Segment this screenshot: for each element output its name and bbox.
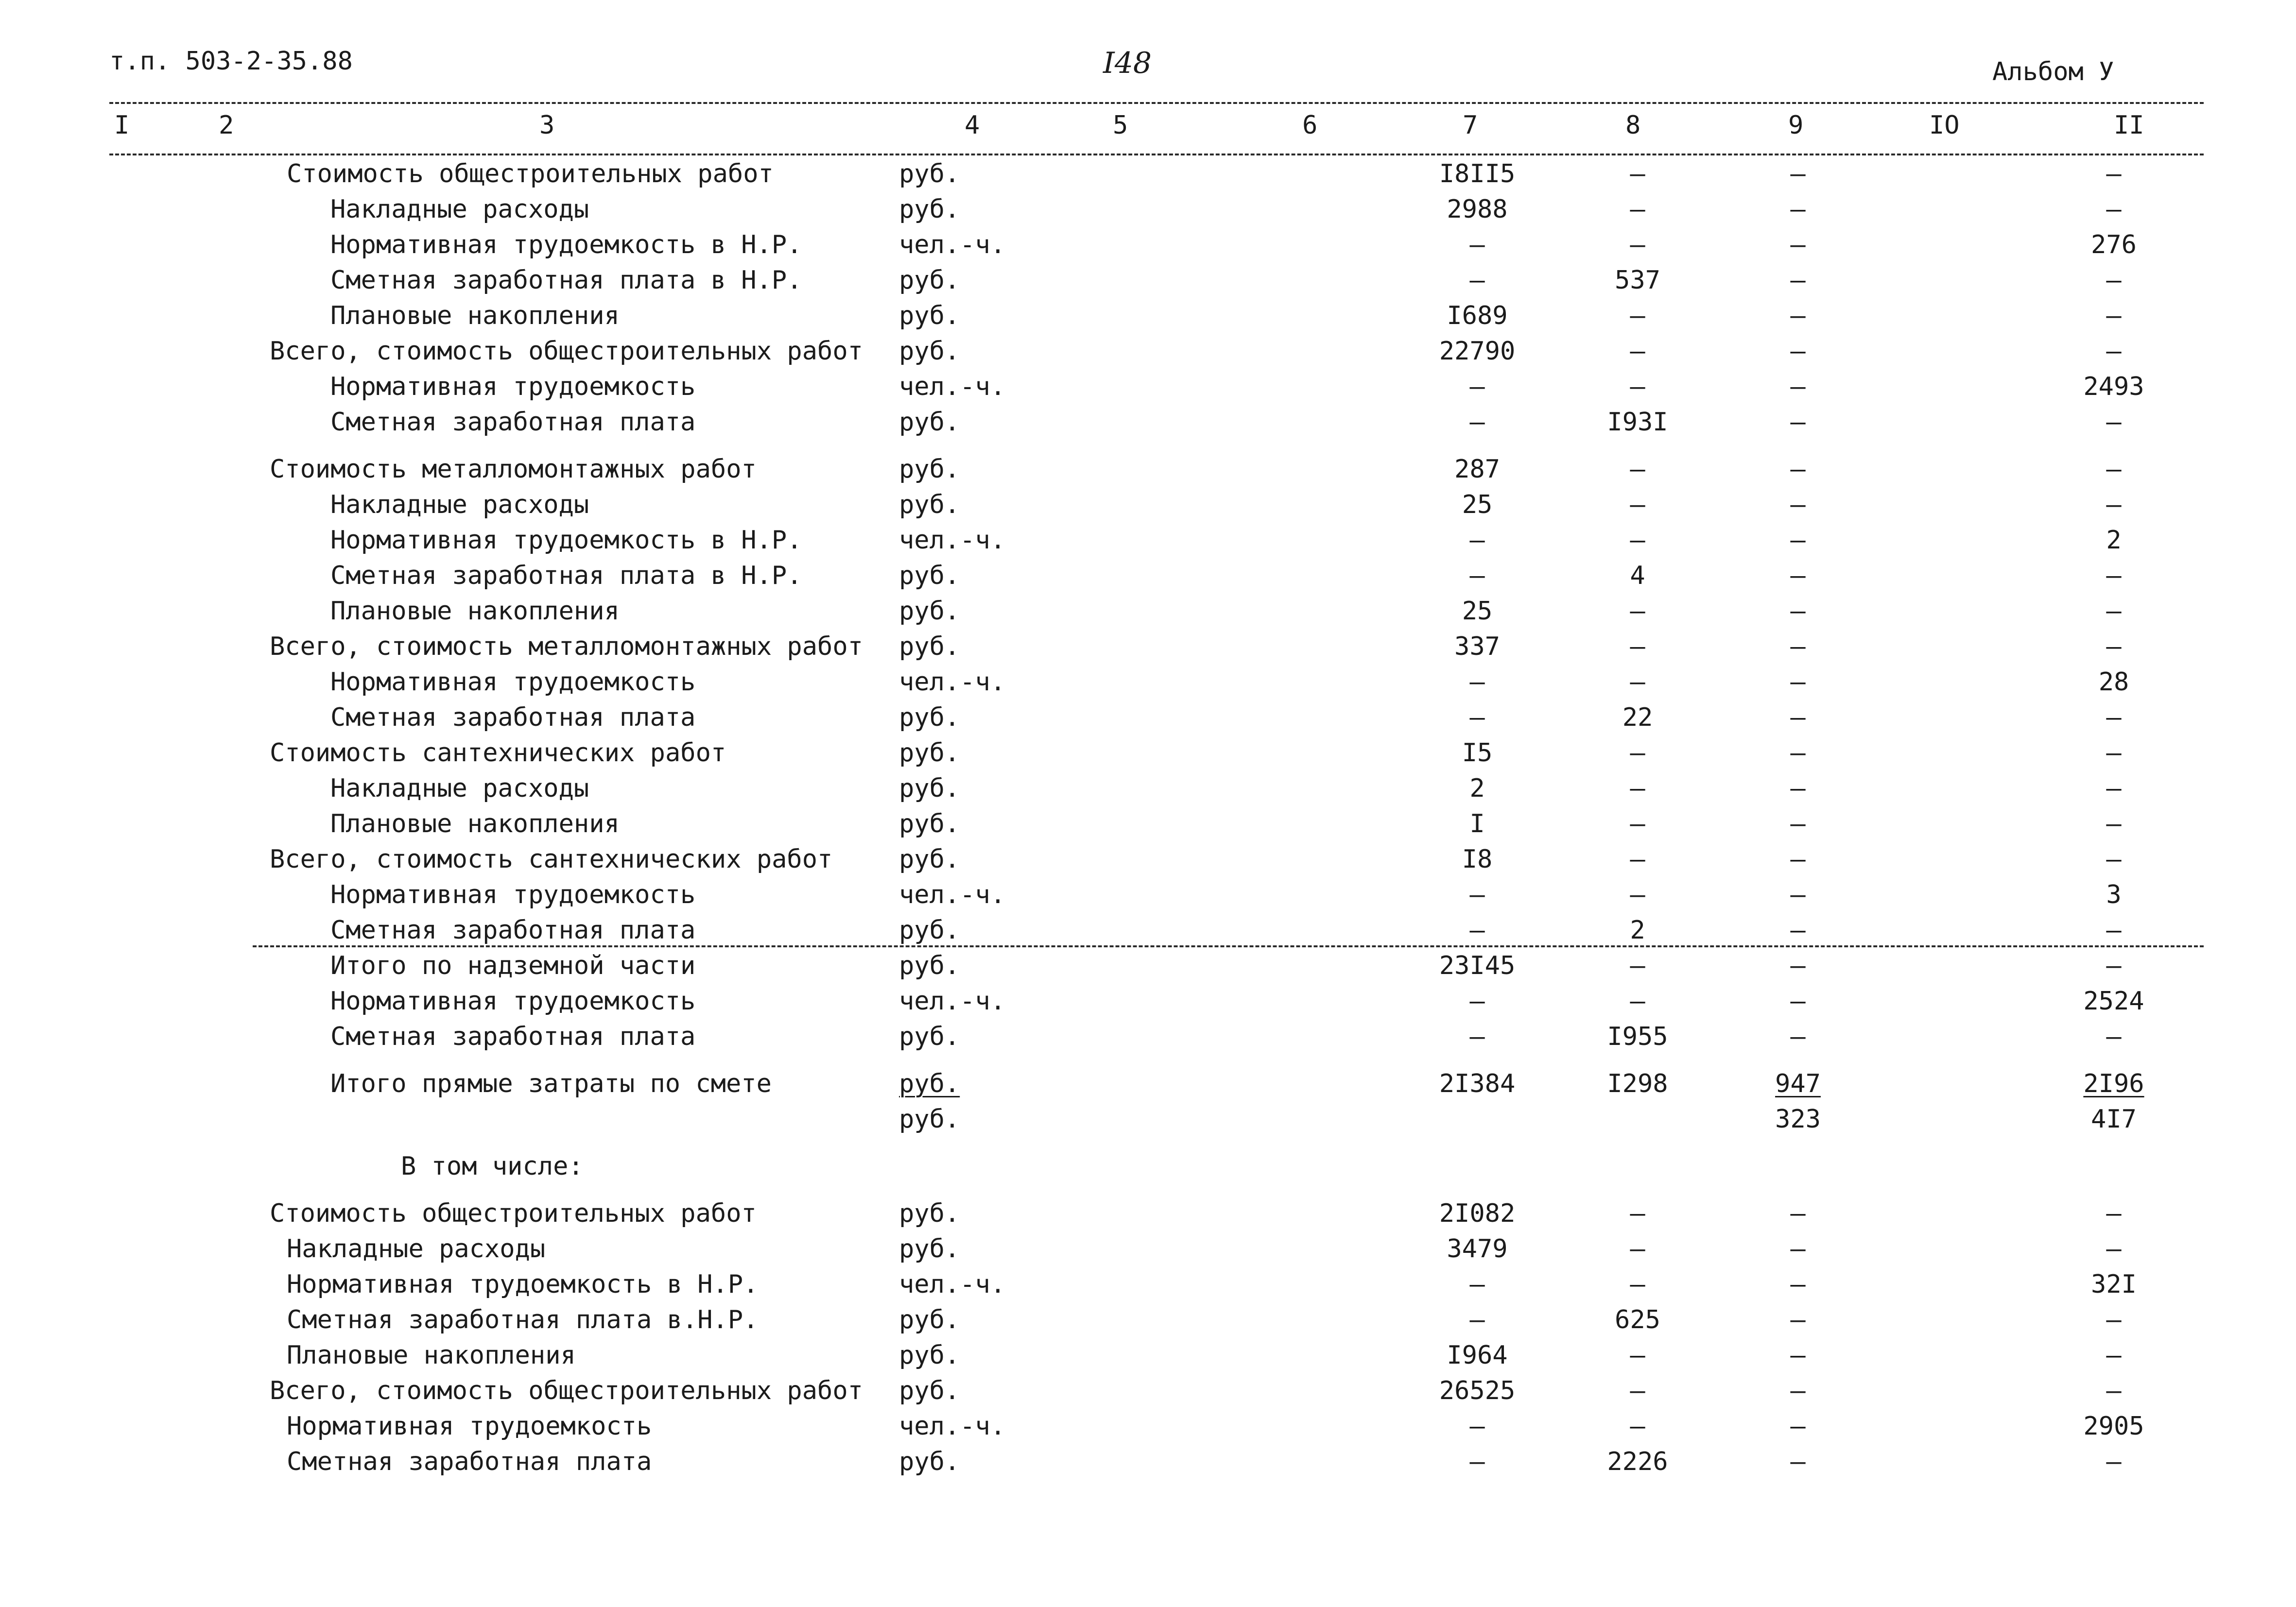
row-col11-value: – (2106, 561, 2122, 590)
row-label: Плановые накопления (330, 301, 620, 330)
row-label: Плановые накопления (287, 1341, 576, 1370)
row-unit: руб. (899, 266, 960, 295)
row-col7-value: – (1469, 1447, 1485, 1476)
row-col9-value: – (1790, 372, 1806, 401)
row-col11-value: – (2106, 1234, 2122, 1264)
row-col8-value: – (1630, 1270, 1645, 1299)
row-unit: руб. (899, 774, 960, 803)
row-label: Плановые накопления (330, 597, 620, 626)
row-unit: руб. (899, 1305, 960, 1334)
row-col8-value: I93I (1607, 408, 1668, 437)
row-col7-value: – (1469, 1270, 1485, 1299)
row-col11-value: – (2106, 337, 2122, 366)
row-col9-value: – (1790, 1270, 1806, 1299)
row-col11-value: 2 (2106, 526, 2122, 555)
row-col9-value: – (1790, 1022, 1806, 1051)
row-col11-value: – (2106, 266, 2122, 295)
row-col8-value: – (1630, 1341, 1645, 1370)
row-col9-value: – (1790, 1305, 1806, 1334)
row-label: Накладные расходы (330, 490, 589, 519)
row-col7-value: 2I384 (1439, 1069, 1516, 1098)
row-col11-value: – (2106, 301, 2122, 330)
row-col7-value: – (1469, 526, 1485, 555)
row-col9-value: – (1790, 880, 1806, 909)
row-col8-value: – (1630, 951, 1645, 980)
column-number-6: 6 (1302, 111, 1318, 140)
row-col8-value: – (1630, 738, 1645, 768)
row-col9-value: – (1790, 526, 1806, 555)
row-unit: руб. (899, 1234, 960, 1264)
column-number-3: 3 (539, 111, 555, 140)
column-number-8: 8 (1625, 111, 1641, 140)
row-col7-value: 2I082 (1439, 1199, 1516, 1228)
row-col7-value: 22790 (1439, 337, 1516, 366)
row-col11-value: – (2106, 916, 2122, 945)
row-col9-value: – (1790, 561, 1806, 590)
row-unit: руб. (899, 632, 960, 661)
row-col7-value: – (1469, 266, 1485, 295)
row-unit: руб. (899, 1199, 960, 1228)
row-col11-value: – (2106, 703, 2122, 732)
row-label: Стоимость сантехнических работ (270, 738, 726, 768)
row-label: Нормативная трудоемкость (330, 372, 696, 401)
row-label: Итого по надземной части (330, 951, 696, 980)
row-col7-value: 23I45 (1439, 951, 1516, 980)
row-col11-value: 28 (2098, 667, 2129, 697)
row-unit: руб. (899, 1341, 960, 1370)
column-number-4: 4 (965, 111, 980, 140)
row-col7-value: I964 (1447, 1341, 1508, 1370)
row-col9-value: – (1790, 1199, 1806, 1228)
row-col11-value: – (2106, 1022, 2122, 1051)
row-col9-value: – (1790, 738, 1806, 768)
row-col11-value: – (2106, 774, 2122, 803)
row-col11-value: – (2106, 1199, 2122, 1228)
row-unit: руб. (899, 845, 960, 874)
row-col7-value: 3479 (1447, 1234, 1508, 1264)
row-label: Нормативная трудоемкость в Н.Р. (287, 1270, 759, 1299)
row-col9-value: – (1790, 703, 1806, 732)
row-col11-value: 2I96 (2083, 1069, 2144, 1098)
row-col9-value: – (1790, 455, 1806, 484)
row-label: Накладные расходы (330, 774, 589, 803)
row-col7-value: 337 (1454, 632, 1500, 661)
row-label: Всего, стоимость общестроительных работ (270, 337, 863, 366)
row-col8-value: – (1630, 455, 1645, 484)
header-top-rule (109, 102, 2204, 104)
row-unit: руб. (899, 408, 960, 437)
row-label: Итого прямые затраты по смете (330, 1069, 772, 1098)
column-number-10: IO (1929, 111, 1960, 140)
row-label: Накладные расходы (330, 195, 589, 224)
row-col11-value: 32I (2091, 1270, 2137, 1299)
row-col7-value: – (1469, 1305, 1485, 1334)
row-label: Сметная заработная плата в.Н.Р. (287, 1305, 759, 1334)
row-col8-value: – (1630, 1412, 1645, 1441)
row-col7-value: – (1469, 1022, 1485, 1051)
row-col7-value: 25 (1462, 597, 1493, 626)
row-label: Стоимость общестроительных работ (270, 1199, 757, 1228)
row-col7-value: – (1469, 987, 1485, 1016)
row-col7-value: – (1469, 561, 1485, 590)
row-unit: руб. (899, 809, 960, 838)
row-col8-value: – (1630, 526, 1645, 555)
row-col11-value: – (2106, 159, 2122, 188)
row-col11-value: – (2106, 597, 2122, 626)
row-col7-value: I8II5 (1439, 159, 1516, 188)
row-col9-value: – (1790, 1412, 1806, 1441)
row-col11-value: – (2106, 951, 2122, 980)
row-col7-value: – (1469, 230, 1485, 259)
document-code: т.п. 503-2-35.88 (109, 47, 353, 76)
row-label: Сметная заработная плата (330, 703, 696, 732)
row-unit: руб. (899, 916, 960, 945)
row-col7-value: 2988 (1447, 195, 1508, 224)
row-col7-value: 2 (1469, 774, 1485, 803)
header-bottom-rule (109, 154, 2204, 155)
page-number: I48 (1103, 46, 1152, 80)
row-col9-value: – (1790, 195, 1806, 224)
row-col8-value: – (1630, 1376, 1645, 1405)
row-col9-value: 323 (1775, 1105, 1821, 1134)
row-label: Сметная заработная плата в Н.Р. (330, 266, 802, 295)
row-col11-value: – (2106, 195, 2122, 224)
row-col9-value: – (1790, 266, 1806, 295)
row-col7-value: I5 (1462, 738, 1493, 768)
row-col8-value: – (1630, 1199, 1645, 1228)
row-col8-value: – (1630, 159, 1645, 188)
row-col9-value: – (1790, 809, 1806, 838)
row-unit: руб. (899, 1022, 960, 1051)
row-col7-value: I (1469, 809, 1485, 838)
row-col9-value: – (1790, 1447, 1806, 1476)
row-col8-value: – (1630, 632, 1645, 661)
row-col9-value: – (1790, 632, 1806, 661)
row-col8-value: 2226 (1607, 1447, 1668, 1476)
row-unit: руб. (899, 951, 960, 980)
row-label: Сметная заработная плата (330, 408, 696, 437)
row-unit: чел.-ч. (899, 526, 1006, 555)
row-col7-value: 287 (1454, 455, 1500, 484)
row-label: Стоимость металломонтажных работ (270, 455, 757, 484)
row-col8-value: – (1630, 301, 1645, 330)
row-col11-value: 4I7 (2091, 1105, 2137, 1134)
row-col9-value: – (1790, 1341, 1806, 1370)
row-col7-value: I689 (1447, 301, 1508, 330)
row-unit: руб. (899, 195, 960, 224)
row-col8-value: – (1630, 337, 1645, 366)
row-label: Всего, стоимость сантехнических работ (270, 845, 833, 874)
row-unit: руб. (899, 301, 960, 330)
column-number-1: I (114, 111, 130, 140)
row-unit: чел.-ч. (899, 372, 1006, 401)
row-col11-value: – (2106, 408, 2122, 437)
row-unit: чел.-ч. (899, 1412, 1006, 1441)
row-col11-value: 2905 (2083, 1412, 2144, 1441)
row-unit: чел.-ч. (899, 667, 1006, 697)
row-col7-value: I8 (1462, 845, 1493, 874)
row-col11-value: – (2106, 1305, 2122, 1334)
row-col8-value: – (1630, 195, 1645, 224)
row-col11-value: – (2106, 490, 2122, 519)
row-col9-value: – (1790, 597, 1806, 626)
row-unit: руб. (899, 159, 960, 188)
row-col9-value: – (1790, 301, 1806, 330)
row-col7-value: 26525 (1439, 1376, 1516, 1405)
row-unit: чел.-ч. (899, 230, 1006, 259)
row-col9-value: – (1790, 1234, 1806, 1264)
row-col11-value: – (2106, 1447, 2122, 1476)
row-label: Всего, стоимость металломонтажных работ (270, 632, 863, 661)
row-unit: руб. (899, 455, 960, 484)
row-col8-value: I955 (1607, 1022, 1668, 1051)
row-label: Нормативная трудоемкость (330, 667, 696, 697)
row-col8-value: 4 (1630, 561, 1645, 590)
row-col9-value: – (1790, 408, 1806, 437)
row-col8-value: 22 (1622, 703, 1653, 732)
row-col9-value: 947 (1775, 1069, 1821, 1098)
row-unit: руб. (899, 1376, 960, 1405)
column-number-5: 5 (1113, 111, 1128, 140)
row-col8-value: – (1630, 845, 1645, 874)
row-unit: руб. (899, 1105, 960, 1134)
row-unit: руб. (899, 1069, 960, 1098)
row-label: Нормативная трудоемкость в Н.Р. (330, 526, 802, 555)
row-col7-value: 25 (1462, 490, 1493, 519)
row-unit: чел.-ч. (899, 1270, 1006, 1299)
section-divider-rule (253, 945, 2204, 947)
row-col11-value: – (2106, 455, 2122, 484)
row-col8-value: – (1630, 809, 1645, 838)
row-label: Сметная заработная плата (330, 916, 696, 945)
row-unit: руб. (899, 337, 960, 366)
row-col8-value: 625 (1615, 1305, 1660, 1334)
row-col8-value: – (1630, 880, 1645, 909)
row-unit: чел.-ч. (899, 880, 1006, 909)
row-col9-value: – (1790, 951, 1806, 980)
row-label: Накладные расходы (287, 1234, 546, 1264)
row-unit: руб. (899, 490, 960, 519)
row-label: Нормативная трудоемкость (330, 880, 696, 909)
row-col9-value: – (1790, 987, 1806, 1016)
row-col9-value: – (1790, 774, 1806, 803)
row-col8-value: – (1630, 230, 1645, 259)
row-label: Нормативная трудоемкость (287, 1412, 652, 1441)
row-col8-value: – (1630, 1234, 1645, 1264)
column-number-11: II (2114, 111, 2144, 140)
row-col9-value: – (1790, 490, 1806, 519)
row-col9-value: – (1790, 230, 1806, 259)
row-col7-value: – (1469, 703, 1485, 732)
row-col9-value: – (1790, 667, 1806, 697)
row-label: Нормативная трудоемкость в Н.Р. (330, 230, 802, 259)
row-unit: чел.-ч. (899, 987, 1006, 1016)
row-col8-value: – (1630, 774, 1645, 803)
row-col7-value: – (1469, 408, 1485, 437)
row-col11-value: 2493 (2083, 372, 2144, 401)
row-col11-value: 2524 (2083, 987, 2144, 1016)
row-col7-value: – (1469, 667, 1485, 697)
row-col11-value: 3 (2106, 880, 2122, 909)
row-col8-value: I298 (1607, 1069, 1668, 1098)
row-col7-value: – (1469, 916, 1485, 945)
row-col8-value: 537 (1615, 266, 1660, 295)
row-unit: руб. (899, 738, 960, 768)
row-label: Стоимость общестроительных работ (287, 159, 774, 188)
row-label: В том числе: (401, 1152, 584, 1181)
row-col8-value: – (1630, 372, 1645, 401)
row-col11-value: – (2106, 738, 2122, 768)
row-col9-value: – (1790, 159, 1806, 188)
column-number-7: 7 (1463, 111, 1478, 140)
row-unit: руб. (899, 597, 960, 626)
row-col9-value: – (1790, 337, 1806, 366)
row-col8-value: – (1630, 667, 1645, 697)
column-number-9: 9 (1788, 111, 1804, 140)
row-col11-value: 276 (2091, 230, 2137, 259)
row-col8-value: – (1630, 490, 1645, 519)
album-label: Альбом У (1992, 57, 2114, 86)
row-col11-value: – (2106, 632, 2122, 661)
row-unit: руб. (899, 561, 960, 590)
column-number-2: 2 (219, 111, 234, 140)
row-col11-value: – (2106, 809, 2122, 838)
row-unit: руб. (899, 703, 960, 732)
row-label: Сметная заработная плата в Н.Р. (330, 561, 802, 590)
row-col7-value: – (1469, 880, 1485, 909)
row-col9-value: – (1790, 845, 1806, 874)
row-label: Нормативная трудоемкость (330, 987, 696, 1016)
row-col7-value: – (1469, 372, 1485, 401)
row-col8-value: – (1630, 597, 1645, 626)
row-col8-value: – (1630, 987, 1645, 1016)
row-col9-value: – (1790, 916, 1806, 945)
row-col11-value: – (2106, 1376, 2122, 1405)
row-col9-value: – (1790, 1376, 1806, 1405)
row-label: Сметная заработная плата (330, 1022, 696, 1051)
row-col11-value: – (2106, 845, 2122, 874)
row-col7-value: – (1469, 1412, 1485, 1441)
row-label: Всего, стоимость общестроительных работ (270, 1376, 863, 1405)
row-col11-value: – (2106, 1341, 2122, 1370)
row-unit: руб. (899, 1447, 960, 1476)
row-label: Сметная заработная плата (287, 1447, 652, 1476)
row-col8-value: 2 (1630, 916, 1645, 945)
row-label: Плановые накопления (330, 809, 620, 838)
